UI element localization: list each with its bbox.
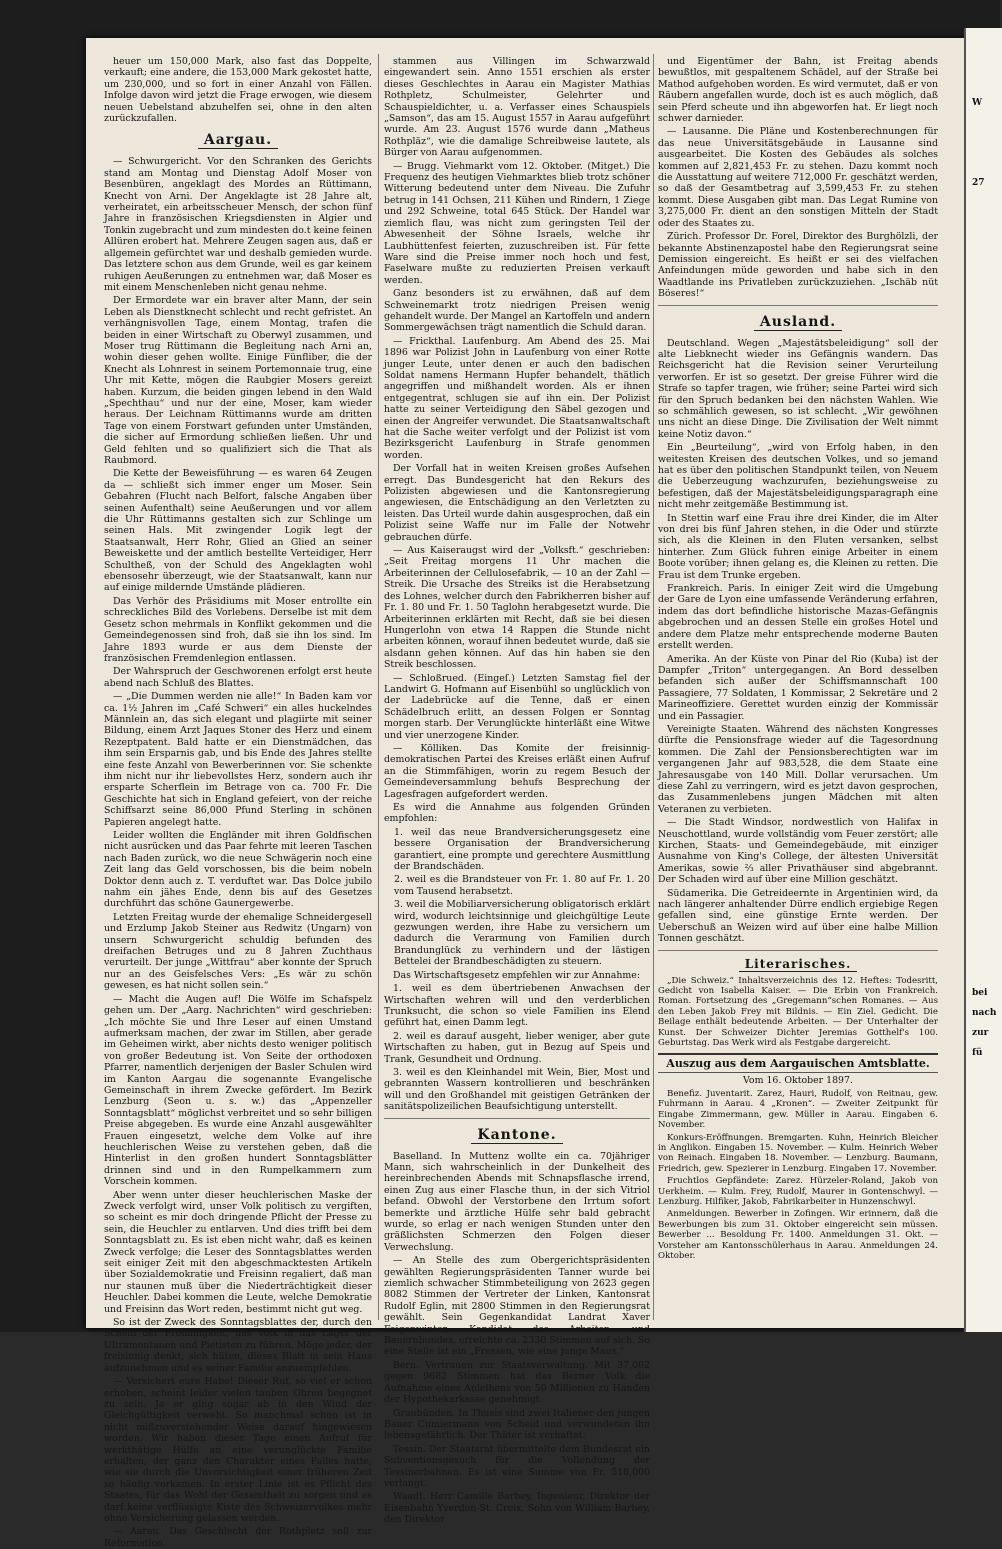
article-list-bottom [384,1151,650,1526]
list-item: 3. weil die Mobiliarversicherung obligatorisch erklärt wird, wodurch leichtsinnige und gleichgültige Leute gezwungen werden, ihre Habe zu versichern um dadurch die Verarmung von Familien durch Brandunglück zu verhindern und der lästigen Bettelei der Brandbeschädigten zu steuern. [394,899,650,968]
article-paragraph: — Die Stadt Windsor, nordwestlich von Halifax in Neuschottland, wurde vollständig vom Feuer zerstört; alle Kirchen, Staats- und Gemeindegebäude, mit einziger Ausnahme von King's College, der ältesten Universität Amerikas, sowie ⅔ aller Privathäuser sind abgebrannt. Der Schaden wird auf über eine Million geschätzt. [658,817,938,886]
article-paragraph: So ist der Zweck des Sonntagsblattes der, durch den Schein der Frömmigkeit, das Volk in das Lager der Ultramontanen und Pietisten zu führen. Möge jeder, der freisinnig denkt, sich hüten, dieses Blatt in sein Haus aufzunehmen und es seiner Familie anzuempfehlen. [104,1317,372,1374]
article-paragraph: — An Stelle des zum Obergerichtspräsidenten gewählten Regierungspräsidenten Tanner wurde bei ziemlich schwacher Stimmbeteiligung von 2623 gegen 8082 Stimmen der Vertreter der Linken, Kantonsrat Rudolf Eglin, mit 2800 Stimmen in den Regierungsrat gewählt. Sein Gegenkandidat Landrat Xaver Feigenwinter, Kandidat des Arbeiter- und Bauernbundes, erreichte ca. 2330 Stimmen auf sich. So eine Stelle ist ein „Fressen, wie eine junge Maus.“ [384,1255,650,1358]
amtsblatt-list [658,1089,938,1262]
divider [658,950,938,951]
adjacent-page-fragment: zur [972,1028,989,1038]
article-paragraph: 2. weil es darauf ausgeht, lieber weniger, aber gute Wirtschaften zu haben, gut in Bezug auf Speis und Trank, Gesundheit und Ordnung. [384,1030,650,1065]
article-paragraph: Zürich. Professor Dr. Forel, Direktor des Burghölzli, der bekannte Abstinenzapostel habe den Regierungsrat seine Demission eingereicht. Es heißt er sei des vielfachen Anfeindungen müde geworden und habe sich in den Waadtlande ins Privatleben zurückzuziehen. „Ischäb nüt Böseres!“ [658,231,938,300]
article-paragraph: Der Vorfall hat in weiten Kreisen großes Aufsehen erregt. Das Bundesgericht hat den Rekurs des Polizisten abgewiesen und die Kantonsregierung angewiesen, die Entschädigung an den Verletzten zu leisten. Das Urteil wurde dahin ausgesprochen, daß ein Polizist seine Waffe nur im Falle der Notwehr gebrauchen dürfe. [384,463,650,543]
article-paragraph: Ein „Beurteilung“, „wird von Erfolg haben, in den weitesten Kreisen des deutschen Volkes, und so jemand hat es über den politischen Standpunkt teilen, von Neuem die Ueberzeugung wachzurufen, beziehungsweise zu befestigen, daß der Majestätsbeleidigungsparagraph eine nicht mehr zeitgemäße Bestimmung ist. [658,442,938,511]
article-paragraph: — Versichert eure Habe! Dieser Ruf, so viel er schon erhoben, scheint leider vielen tauben Ohren begegnet zu sein. Ja er ging sogar ab in den Wind der Gleichgültigkeit verweht. So manchmal schon ist in nicht mißzuverstehender Weise darauf hingewiesen worden. Wir haben dieser Tage einen Aufruf für werkthätige Hülfe an eine verunglückte Familie erhalten, der ganz den Charakter eines Falles hatte, wie sie durch die Unvorsichtigkeit einer früheren Zeit so häufig vorkamen. In erster Linie ist es Pflicht des Staates, für das Wohl der Gesamtheit zu sorgen und es darf keine verflüssigte Kiste des Schweizervolkes mehr ohne Versicherung gelassen werden. [104,1376,372,1524]
list-item: 1. weil das neue Brandversicherungsgesetz eine bessere Organisation der Brandversicherung garantiert, eine prompte und gerechtere Ausmittlung der Brandschäden. [394,826,650,873]
article-paragraph: Ganz besonders ist zu erwähnen, daß auf dem Schweinemarkt trotz niedrigen Preisen wenig gehandelt wurde. Der Mangel an Kartoffeln und andern Sommergewächsen trägt namentlich die Schuld daran. [384,288,650,334]
article-paragraph: — Kölliken. Das Komite der freisinnig-demokratischen Partei des Kreises erläßt einen Aufruf an die Stimmfähigen, worin zu regem Besuch der Gemeindeversammlung behufs Besprechung der Lagesfragen aufgefordert werden. [384,742,650,800]
adjacent-page-fragment: 27 [972,178,985,188]
article-paragraph: — Aus Kaiseraugst wird der „Volksft.“ geschrieben: „Seit Freitag morgens 11 Uhr machen die Arbeiterinnen der Cellulosefabrik, — 10 an der Zahl — Streik. Die Ursache des Streiks ist die Herabsetzung des Lohnes, welcher durch den Fabrikherren bisher auf Fr. 1. 80 und Fr. 1. 50 Taglohn herabgesetzt wurde. Die Arbeiterinnen erklärten mit Recht, daß sie bei diesen Hungerlohn von etwa 14 Rappen die Stunde nicht arbeiten können, worauf ihnen bedeutet wurde, daß sie alsdann gehen können. Auf das hin haben sie den Streik beschlossen. [384,545,650,671]
amtsblatt-date: Vom 16. Oktober 1897. [743,1074,853,1086]
article-paragraph: In Stettin warf eine Frau ihre drei Kinder, die im Alter von drei bis fünf Jahren stehen, in die Oder und stürzte sich, als die Kleinen in den Fluten versanken, selbst hinterher. Zum Glück fuhren einige Arbeiter in einem Boote vorüber; ihnen gelang es, die Kleinen zu retten. Die Frau ist dem Trunke ergeben. [658,512,938,581]
article-paragraph: — „Die Dummen werden nie alle!“ In Baden kam vor ca. 1½ Jahren im „Café Schweri“ ein alles huckelndes Männlein an, das sich elegant und plagiirte mit seiner Bildung, einem Arzt Jaques Stoner des Herz und einem Rezeptpatent. Bald hatte er ein Dienstmädchen, das ihm sein Ersparnis gab, und bis Ende des Jahres stellte eine feste Anzahl von Bewerberinnen vor. Sie schenkte ihm nicht nur ihr liebevollstes Herz, sondern auch ihr ersparte Scherflein im Betrage von ca. 700 Fr. Die Geschichte hat sich in England gefeiert, von der reiche Schiffsarzt seine 86,000 Pfund Sterling in schönen Papieren angelegt hatte. [104,691,372,828]
article-paragraph: Der Wahrspruch der Geschworenen erfolgt erst heute abend nach Schluß des Blattes. [104,666,372,689]
article-paragraph: — Aarau. Das Geschlecht der Rothpletz soll zur Reformation [104,1526,372,1549]
divider [384,1118,650,1119]
column-left [104,56,372,1549]
adjacent-page-fragment: nach [972,1008,997,1018]
article-paragraph: 1. weil es dem übertriebenen Anwachsen der Wirtschaften wehren will und den verderblichen Trunksucht, die schon so viele Familien ins Elend geführt hat, einen Damm legt. [384,983,650,1029]
article-paragraph: Es wird die Annahme aus folgenden Gründen empfohlen: [384,802,650,825]
column-rule-1 [378,54,379,1320]
article-paragraph: 3. weil es den Kleinhandel mit Wein, Bier, Most und gebrannten Wassern kontrollieren und beschränken will und den Großhandel mit geistigen Getränken der sanitätspolizeilichen Beaufsichtigung unterstellt. [384,1066,650,1113]
amtsblatt-entry: Fruchtlos Gepfändete: Zarez. Hürzeler-Roland, Jakob von Uerkheim. — Kulm. Frey, Rudolf, Maurer in Gontenschwyl. — Lenzburg. Hilfiker, Jakob, Fabrikarbeiter in Hunzenschwyl. [658,1176,938,1207]
article-paragraph: Deutschland. Wegen „Majestätsbeleidigung“ soll der alte Liebknecht wieder ins Gefängnis wandern. Das Reichsgericht hat die Revision seiner Verurteilung verworfen. Er ist so gesetzt. Der greise Führer wird die Strafe so tapfer tragen, wie früher; seine Partei wird sich für den Spruch bedanken bei den nächsten Wahlen. Wie so schmählich gewesen, so ist schlecht. „Wir gewöhnen uns nicht an diese Dinge. Die Zivilisation der Welt nimmt keine Notiz davon.“ [658,337,938,440]
article-paragraph: und Eigentümer der Bahn, ist Freitag abends bewußtlos, mit gespaltenem Schädel, auf der Straße bei Mathod aufgehoben worden. Es wird vermutet, daß er von Räubern angefallen wurde, doch ist es auch möglich, daß sein Pferd scheute und ihn abgeworfen hat. Er liegt noch schwer darnieder. [658,56,938,125]
article-paragraph: Graubünden. In Thusis sind zwei Italiener den jungen Bauer Cumiermann von Scheid und verwundeten ihn lebensgefährlich. Der Thäter ist verhaftet. [384,1407,650,1442]
amtsblatt-entry: Benefiz. Juventarit. Zarez, Hauri, Rudolf, von Reitnau, gew. Fuhrmann in Aarau. 4 „Kronen“. — Zweiter Zeitpunkt für Eingabe Zimmermann, gew. Müller in Aarau. Eingaben 6. November. [658,1088,938,1131]
article-paragraph: Baselland. In Muttenz wollte ein ca. 70jähriger Mann, sich wahrscheinlich in der Dunkelheit des hereinbrechenden Abends mit Schnapsflasche irrend, einen Zug aus einer Flasche thun, in der sich Vitriol befand. Obwohl der Verstorbene den Irrtum sofort bemerkte und ärztliche Hülfe sehr bald gebracht wurde, so erlag er nach wenigen Stunden unter den gräßlichsten Schmerzen den Folgen dieser Verwechslung. [384,1150,650,1253]
adjacent-page-fragment: W [972,98,983,108]
article-list-mid [658,338,938,945]
section-title-ausland: Ausland. [658,314,938,330]
article-paragraph: Bern. Vertrauen zur Staatsverwaltung. Mit 37,002 gegen 9682 Stimmen hat das Berner Volk die Aufnahme eines Anleihens von 50 Millionen zu Handen der Hypothekarkasse genehmigt. [384,1359,650,1406]
section-title-literarisches: Literarisches. [658,956,938,972]
article-paragraph: — Lausanne. Die Pläne und Kostenberechnungen für das neue Universitätsgebäude in Lausanne sind ausgearbeitet. Die Kosten des Gebäudes als solches kommen auf 2,821,453 Fr. zu stehen. Dazu kommt noch die Ausstattung auf weitere 712,000 Fr. geschätzt werden, so daß der Gesamtbetrag auf 3,599,453 Fr. zu stehen kommt. Diese Ausgaben gibt man. Das Legat Rumine von 3,275,000 Fr. dient an den sonstigen Mitteln der Stadt oder des Staates zu. [658,126,938,229]
article-paragraph: Leider wollten die Engländer mit ihren Goldfischen nicht ausrücken und das Paar fehrte mit leeren Taschen nach Baden zurück, wo die neue Schwägerin noch eine Zeit lang das Geld vorschossen, bis die beim nobeln Doktor denn auch z. T. verduftet war. Das Dolce jubilo nahm ein jähes Ende, denn bis auf des Gesetzes durchführt das schöne Gaunergewerbe. [104,830,372,910]
literature-text: „Die Schweiz.“ Inhaltsverzeichnis des 12. Heftes: Todesritt, Gedicht von Isabella Kaiser. — Die Erbin von Frankreich. Roman. Fortsetzung des „Gregemann“schen Romanes. — Aus den Leben Jakob Frey mit Bildnis. — Ein Ziel. Gedicht. Die Beilage enthält bedeutende Arbeiten. — Der Unterhalter der Kunst. Der Schweizer Dichter Jeremias Gotthelf's 100. Geburtstag. Das Werk wird als Festgabe dargereicht. [658,975,938,1049]
article-paragraph: — Frickthal. Laufenburg. Am Abend des 25. Mai 1896 war Polizist John in Laufenburg von einer Rotte junger Leute, unter denen er auch den badischen Soldat namens Hermann Hupfer behandelt, thätlich angegriffen und mißhandelt worden. Als er ihnen entgegentrat, schlugen sie auf ihn ein. Der Polizist hatte zu seiner Verteidigung den Säbel gezogen und einen der Angreifer verwundet. Die Staatsanwaltschaft hat die Sache weiter verfolgt und der Polizist ist vom Bezirksgericht Laufenburg in Strafe genommen worden. [384,335,650,461]
article-paragraph: Vereinigte Staaten. Während des nächsten Kongresses dürfte die Pensionsfrage wieder auf die Tagesordnung kommen. Die Zahl der Pensionsberechtigten war im vergangenen Jahr auf 983,528, die dem Staate eine Jahresausgabe von 140 Mill. Dollar verursachen. Um diese Zahl zu verringern, wird es jetzt davon gesprochen, das Zusammenlebens jungen Mädchen mit alten Veteranen zu verbieten. [658,723,938,815]
adjacent-page-fragment: fü [972,1048,983,1058]
article-paragraph: Waadt. Herr Camille Barbey, Ingenieur, Direktor der Eisenbahn Yverdon-St. Croix, Sohn von William Barbey, den Direktor [384,1491,650,1526]
column-middle [384,56,650,1526]
article-paragraph: Amerika. An der Küste von Pinar del Rio (Kuba) ist der Dampfer „Triton“ untergegangen. An Bord desselben befanden sich außer der Schiffsmannschaft 100 Passagiere, 77 Soldaten, 1 Kommissar, 2 Sekretäre und 2 Marineoffiziere. Gerettet wurden einzig der Kommissär und ein Passagier. [658,653,938,722]
article-paragraph: — Schwurgericht. Vor den Schranken des Gerichts stand am Montag und Dienstag Adolf Moser von Besenbüren, angeklagt des Mordes an Rüttimann, Knecht von Arni. Der Angeklagte ist 28 Jahre alt, verheiratet, ein arbeitsscheuer Mensch, der schon fünf Jahre in französischen Kriegsdiensten in Algier und Tonkin zugebracht und zum mindesten do.t keine feinen Allüren erobert hat. Mehrere Zeugen sagen aus, daß er allgemein gefürchtet war und deshalb gemieden wurde. Das letztere schon aus dem Grunde, weil es gar keinem ruhigen Aeußerungen zu entnehmen war, daß Moser es mit einem Menschenleben nicht genau nehme. [104,156,372,293]
article-list-mid [384,970,650,1113]
adjacent-page-fragment: bei [972,988,988,998]
article-list [104,156,372,1549]
article-paragraph: — Macht die Augen auf! Die Wölfe im Schafspelz gehen um. Der „Aarg. Nachrichten“ wird geschrieben: „Ich möchte Sie und Ihre Leser auf einen Umstand aufmerksam machen, der zwar im Stillen, aber gerade im Geheimen wirkt, aber nichts desto weniger politisch von großer Bedeutung ist. Von Seite der orthodoxen Pfarrer, namentlich derjenigen der Basler Schulen wird im Kanton Aargau die sogenannte Evangelische Gemeinschaft in ihrem Zwecke gefördert. Im Bezirk Lenzburg (Seon u. s. w.) das „Appenzeller Sonntagsblatt“ möglichst verbreitet und so sehr billigen Preise abgegeben. Es wurde eine Anzahl ausgewählter Frauen eingesetzt, welche dem Volke auf ihre heuchlerischen Weise zu verstehen geben, daß die Hinterlist in den großen hundert Sonntagsblätter drinnen sind und in den Rumpelkammern zum Vorschein kommen. [104,993,372,1188]
article-list-top [658,56,938,300]
article-list-top [384,56,650,825]
list-item: 2. weil es die Brandsteuer von Fr. 1. 80 auf Fr. 1. 20 vom Tausend herabsetzt. [394,874,650,897]
article-paragraph: — Schloßrued. (Eingeſ.) Letzten Samstag fiel der Landwirt G. Hofmann auf Eisenbühl so unglücklich von der Ladebrücke auf die Tenne, daß er einen Schädelbruch erlitt, an dessen Folgen er Sonntag morgen starb. Der Verunglückte hinterläßt eine Witwe und vier unerzogene Kinder. [384,672,650,741]
amtsblatt-entry: Konkurs-Eröffnungen. Bremgarten. Kuhn, Heinrich Bleicher in Anglikon. Eingaben 15. November. — Kulm. Heinrich Weber von Reinach. Eingaben 18. November. — Lenzburg. Baumann, Friedrich, gew. Spezierer in Lenzburg. Eingaben 17. November. [658,1132,938,1174]
divider [658,305,938,306]
article-paragraph: Letzten Freitag wurde der ehemalige Schneidergesell und Erzlump Jakob Steiner aus Redwitz (Ungarn) von unsern Schwurgericht schuldig befunden des dreifachen Betruges und zu 8 Jahren Zuchthaus verurteilt. Der junge „Wittfrau“ aber konnte der Spruch nur an des Geisfelsches Vers: „Es wär zu schön gewesen, es hat nicht sollen sein.“ [104,911,372,992]
intro-paragraph: heuer um 150,000 Mark, also fast das Doppelte, verkauft; eine andere, die 153,000 Mark gekostet hatte, um 230,000, und so fort in einer Anzahl von Fällen. Infolge davon wird jetzt die Frage erwogen, wie diesem neuen Uebelstand abzuhelfen sei, ohne in den alten zurückzufallen. [104,56,372,125]
article-paragraph: — Brugg. Viehmarkt vom 12. Oktober. (Mitget.) Die Frequenz des heutigen Viehmarktes blieb trotz schöner Witterung bedeutend unter dem Niveau. Die Zufuhr betrug in 141 Ochsen, 211 Kühen und Rindern, 1 Ziege und 292 Schweine, total 645 Stück. Der Handel war ziemlich flau, was nicht zum geringsten Teil der Abwesenheit der Söhne Israels, welche ihr Laubhüttenfest feierten, zuzuschreiben ist. Für fette Ware sind die Preise immer noch hoch und fest, Faselware mußte zu reduzierten Preisen verkauft werden. [384,160,650,286]
article-paragraph: Das Verhör des Präsidiums mit Moser entrollte ein schreckliches Bild des Vorlebens. Derselbe ist mit dem Gesetz schon mehrmals in Konflikt gekommen und die Gemeindegenossen sind froh, daß sie ihn los sind. Im Jahre 1893 wurde er aus dem Dienste der französischen Fremdenlegion entlassen. [104,595,372,664]
article-paragraph: Der Ermordete war ein braver alter Mann, der sein Leben als Dienstknecht schlecht und recht gefristet. An verhängnisvollen Tage, einem Montag, trafen die beiden in einer Wirtschaft zu Oberwyl zusammen, und Moser trug Rüttimann die Begleitung nach Arni an, wohin dieser gehen wollte. Einige Fünfliber, die der Knecht als Lohnrest in seinem Portemonnaie trug, eine Uhr mit Kette, mögen die Raubgier Mosers gereizt haben. Kurzum, die beiden gingen lebend in den Wald „Spechthau“ und nur der eine, Moser, kam wieder heraus. Der Leichnam Rüttimanns wurde am dritten Tage von einem Forstwart gefunden unter Umständen, die sicher auf Ermordung schließen ließen. Uhr und Geld fehlten und so qualifiziert sich die That als Raubmord. [104,295,372,466]
article-paragraph: Tessin. Der Staatsrat übermittelte dem Bundesrat ein Subventionsgesuch für die Vollendung der Tessinerbahnen. Es ist eine Summe von Fr. 518,000 verlangt. [384,1443,650,1489]
article-paragraph: Südamerika. Die Getreideernte in Argentinien wird, da nach längerer anhaltender Dürre endlich ergiebige Regen gefallen sind, eine günstige Ernte werden. Der Ueberschuß an Weizen wird auf über eine halbe Million Tonnen geschätzt. [658,887,938,945]
adjacent-page-edge [964,28,1002,1332]
amtsblatt-title: Auszug aus dem Aargauischen Amtsblatte. [658,1053,938,1073]
column-rule-2 [653,54,654,1320]
column-right [658,56,938,1318]
section-title-kantone: Kantone. [384,1127,650,1143]
article-paragraph: stammen aus Villingen im Schwarzwald eingewandert sein. Anno 1551 erschien als erster dieses Geschlechtes in Aarau ein Magister Mathias Rothpletz, Schulmeister, Gelehrter und Schauspieldichter, u. a. Verfasser eines Schauspiels „Samson“, das am 15. August 1557 in Aarau aufgeführt wurde. Am 23. August 1576 wurde dann „Matheus Rothpläz“, wie die damalige Schreibweise lautete, als Bürger von Aarau aufgenommen. [384,56,650,159]
article-paragraph: Aber wenn unter dieser heuchlerischen Maske der Zweck verfolgt wird, unser Volk politisch zu vergiften, so scheint es mir doch dringende Pflicht der Presse zu sein, die Heuchler zu entlarven. Und dies trifft bei dem Sonntagsblatt zu. Es ist eben nicht wahr, daß es keinen Zweck verfolge; die Leser des Sonntagsblattes werden seit einiger Zeit mit den abgeschmacktesten Artikeln über Sozialdemokratie und Freisinn regaliert, daß man nur staunen muß über die Niederträchtigkeit dieser Heuchler. Dabei kommen die Leute, welche Demokratie und Freisinn das Wort reden, bestimmt nicht gut weg. [104,1189,372,1315]
amtsblatt-entry: Anmeldungen. Bewerber in Zofingen. Wir erinnern, daß die Bewerbungen bis zum 31. Oktober eingereicht sein müssen. Bewerber ... Besoldung Fr. 1400. Anmeldungen 31. Okt. — Vorsteher am Kantonsschülerhaus in Aarau. Anmeldungen 24. Oktober. [658,1209,938,1261]
numbered-list [384,827,650,968]
article-paragraph: Das Wirtschaftsgesetz empfehlen wir zur Annahme: [393,969,640,981]
article-paragraph: Die Kette der Beweisführung — es waren 64 Zeugen da — schließt sich immer enger um Moser. Sein Gebahren (Flucht nach Belfort, falsche Angaben über seinen Aufenthalt) seine Aeußerungen und vor allem die Uhr Rüttimanns gestalten sich zur Schlinge um seinen Hals. Mit zwingender Logik legt der Staatsanwalt, Herr Rohr, Glied an Glied an seiner Beweiskette und der amtlich bestellte Verteidiger, Herr Schultheß, von der Schuld des Angeklagten wohl ebensosehr überzeugt, wie der Staatsanwalt, kann nur auf einige mildernde Umstände plädieren. [104,468,372,594]
section-title-aargau: Aargau. [104,132,372,148]
article-paragraph: Frankreich. Paris. In einiger Zeit wird die Umgebung der Gare de Lyon eine umfassende Veränderung erfahren, indem das dort befindliche historische Mazas-Gefängnis abgebrochen und an dessen Stelle ein großes Hotel und andere dem Platze mehr entsprechende moderne Bauten erstellt werden. [658,583,938,652]
